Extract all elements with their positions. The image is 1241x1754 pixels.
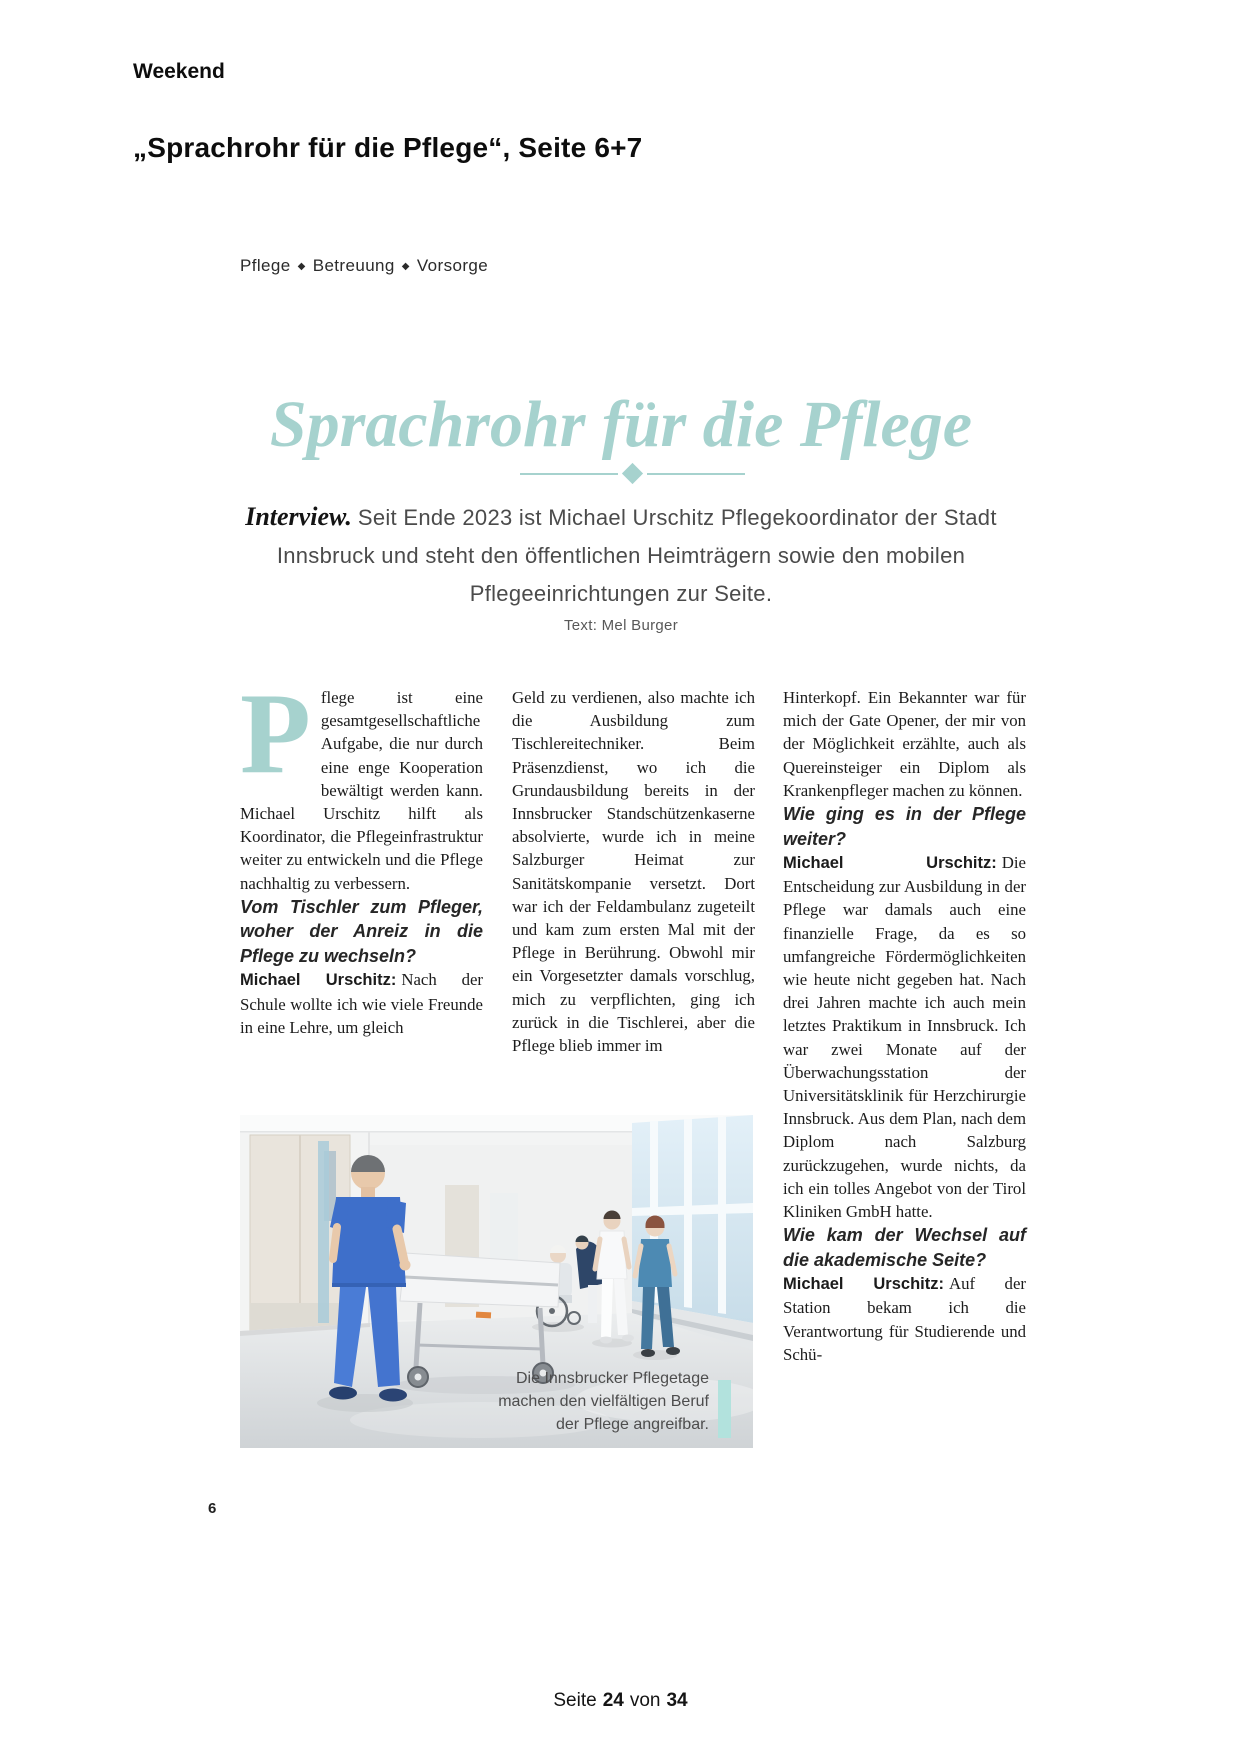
article-column-2 [512,686,755,1057]
kicker-item-pflege: Pflege [240,256,291,275]
question-subhead: Vom Tischler zum Pfleger, woher der Anreiz in die Pflege zu wechseln? [240,896,483,966]
intro-text: Seit Ende 2023 ist Michael Urschitz Pflegekoordinator der Stadt Innsbruck und steht den öffentlichen Heimträgern sowie den mobilen Pflegeeinrichtungen zur Seite. [276,505,997,606]
page-folio: 6 [208,1500,217,1517]
intro-label: Interview. [245,502,352,531]
answer-paragraph [783,851,1026,1223]
divider-diamond-icon [622,463,643,484]
answer-text: Auf der Station bekam ich die Verantwortung für Studierende und Schü- [783,1274,1026,1364]
divider-line [520,473,618,475]
kicker [240,256,488,276]
answer-text: Nach der Schule wollte ich wie viele Freunde in eine Lehre, um gleich [240,970,484,1037]
article-column-3 [783,686,1026,1366]
question-subhead: Wie ging es in der Pflege weiter? [783,804,1026,849]
footer-label-page: Seite [553,1690,597,1711]
answer-paragraph [240,968,483,1039]
kicker-item-vorsorge: Vorsorge [416,256,489,275]
answer-text: Die Entscheidung zur Ausbildung in der Pflege war damals auch eine finanzielle Frage, da es so umfangreiche Fördermöglichkeiten wie heute nicht gegeben hat. Nach drei Jahren machte ich auch mein letztes Praktikum in Innsbruck. Ich war zwei Monate auf der Überwachungsstation der Universitätsklinik für Herzchirurgie Innsbruck. Aus dem Plan, nach dem Diplom nach Salzburg zurückzugehen, wurde nichts, da ich ein tolles Angebot von der Tirol Kliniken GmbH hatte. [783,853,1026,1222]
article-title: Sprachrohr für die Pflege [269,388,973,462]
diamond-separator-icon: ◆ [297,261,306,272]
article-photo [240,1115,753,1448]
kicker-item-betreuung: Betreuung [312,256,395,275]
caption-line: der Pflege angreifbar. [556,1416,709,1433]
answer-paragraph [783,1272,1026,1366]
divider-line [647,473,745,475]
caption-accent-bar [718,1380,731,1438]
caption-line: Die Innsbrucker Pflegetage [516,1370,709,1387]
lead-text: flege ist eine gesamtgesellschaftliche Aufgabe, die nur durch eine enge Kooperation bewältigt werden kann. Michael Urschitz hilft als Koordinator, die Pflegeinfrastruktur weiter zu entwickeln und die Pflege nachhaltig zu verbessern. [240,688,483,893]
speaker-name: Michael Urschitz: [240,971,397,990]
speaker-name: Michael Urschitz: [783,854,997,873]
footer-current-page: 24 [602,1690,624,1711]
title-divider [240,466,1025,481]
section-label: Weekend [133,60,225,83]
question-subhead: Wie kam der Wechsel auf die akademische Seite? [783,1225,1026,1270]
intro-paragraph [226,498,1016,613]
photo-caption [498,1367,709,1436]
lead-paragraph [240,670,483,895]
body-paragraph: Hinterkopf. Ein Bekannter war für mich der Gate Opener, der mir von der Möglichkeit erzählte, auch als Quereinsteiger ein Diplom als Krankenpfleger machen zu können. [783,688,1026,800]
caption-line: machen den vielfältigen Beruf [498,1393,709,1410]
article-column-1 [240,670,484,1039]
drop-cap: P [240,670,311,798]
body-paragraph: Geld zu verdienen, also machte ich die Ausbildung zum Tischlereitechniker. Beim Präsenzdienst, wo ich die Grundausbildung bereits in der Innsbrucker Standschützenkaserne absolvierte, wurde ich in meine Salzburger Heimat zur Sanitätskompanie versetzt. Dort war ich der Feldambulanz zugeteilt und kam zum ersten Mal mit der Pflege in Berührung. Obwohl mir ein Vorgesetzter damals vorschlug, mich zu verpflichten, ging ich zurück in die Tischlerei, aber die Pflege blieb immer im [512,688,755,1056]
text-credit: Text: Mel Burger [563,617,678,634]
viewer-page-indicator [0,1690,1241,1712]
footer-label-of: von [629,1690,661,1711]
diamond-separator-icon: ◆ [401,261,410,272]
footer-total-pages: 34 [666,1690,688,1711]
speaker-name: Michael Urschitz: [783,1275,944,1294]
toc-headline: „Sprachrohr für die Pflege“, Seite 6+7 [133,132,643,163]
